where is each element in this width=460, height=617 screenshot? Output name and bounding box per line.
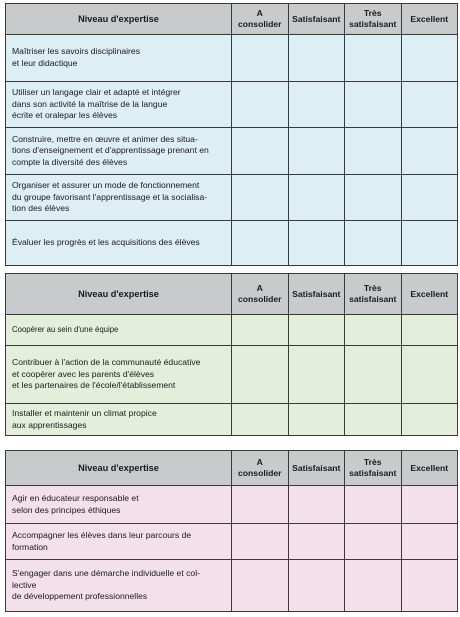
header-satisfaisant: Satisfaisant — [288, 451, 345, 486]
rating-cell[interactable] — [232, 35, 289, 82]
table-row — [6, 560, 458, 612]
table-row — [6, 346, 458, 404]
criterion-label: Évaluer les progrès et les acquisitions des élèves — [6, 221, 232, 266]
rating-cell[interactable] — [232, 175, 289, 221]
rating-cell[interactable] — [401, 486, 458, 524]
header-excellent: Excellent — [401, 451, 458, 486]
rating-cell[interactable] — [288, 128, 345, 175]
criterion-label: Utiliser un langage clair et adapté et intégrer dans son activité la maîtrise de la langue écrite et oralepar les élèves — [6, 82, 232, 128]
competency-table-2 — [5, 273, 458, 436]
header-level: Niveau d'expertise — [6, 274, 232, 315]
rating-cell[interactable] — [401, 128, 458, 175]
rating-cell[interactable] — [345, 221, 402, 266]
table-row — [6, 82, 458, 128]
rating-cell[interactable] — [345, 128, 402, 175]
rating-cell[interactable] — [345, 524, 402, 560]
rating-cell[interactable] — [401, 315, 458, 346]
rating-cell[interactable] — [401, 35, 458, 82]
rating-cell[interactable] — [401, 404, 458, 436]
rating-cell[interactable] — [345, 346, 402, 404]
criterion-label: Organiser et assurer un mode de fonctionnement du groupe favorisant l'apprentissage et la socialisa- tion des élèves — [6, 175, 232, 221]
criterion-label: S'engager dans une démarche individuelle et col- lective de développement professionnelles — [6, 560, 232, 612]
header-tres-satisfaisant: Très satisfaisant — [345, 274, 402, 315]
rating-cell[interactable] — [401, 221, 458, 266]
rating-cell[interactable] — [288, 486, 345, 524]
rating-cell[interactable] — [232, 346, 289, 404]
header-tres-satisfaisant: Très satisfaisant — [345, 4, 402, 35]
rating-cell[interactable] — [401, 560, 458, 612]
rating-cell[interactable] — [345, 315, 402, 346]
rating-cell[interactable] — [288, 315, 345, 346]
rating-cell[interactable] — [288, 35, 345, 82]
rating-cell[interactable] — [232, 524, 289, 560]
header-tres-satisfaisant: Très satisfaisant — [345, 451, 402, 486]
rating-cell[interactable] — [288, 175, 345, 221]
rating-cell[interactable] — [345, 404, 402, 436]
rating-cell[interactable] — [401, 346, 458, 404]
criterion-label: Contribuer à l'action de la communauté éducative et coopérer avec les parents d'élèves et les partenaires de l'école/l'établissement — [6, 346, 232, 404]
header-level: Niveau d'expertise — [6, 451, 232, 486]
header-excellent: Excellent — [401, 274, 458, 315]
rating-cell[interactable] — [288, 346, 345, 404]
header-a-consolider: A consolider — [232, 274, 289, 315]
table-row — [6, 404, 458, 436]
rating-cell[interactable] — [232, 560, 289, 612]
rating-cell[interactable] — [232, 221, 289, 266]
rating-cell[interactable] — [401, 175, 458, 221]
rating-cell[interactable] — [288, 560, 345, 612]
header-satisfaisant: Satisfaisant — [288, 274, 345, 315]
criterion-label: Construire, mettre en œuvre et animer des situa- tions d'enseignement et d'apprentissage prenant en compte la diversité des élèves — [6, 128, 232, 175]
criterion-label: Accompagner les élèves dans leur parcours de formation — [6, 524, 232, 560]
table-row — [6, 486, 458, 524]
rating-cell[interactable] — [345, 82, 402, 128]
table-row — [6, 35, 458, 82]
rating-cell[interactable] — [345, 560, 402, 612]
rating-cell[interactable] — [345, 486, 402, 524]
table-row — [6, 221, 458, 266]
rating-cell[interactable] — [401, 524, 458, 560]
rating-cell[interactable] — [288, 404, 345, 436]
rating-cell[interactable] — [345, 175, 402, 221]
criterion-label: Agir en éducateur responsable et selon des principes éthiques — [6, 486, 232, 524]
rating-cell[interactable] — [232, 486, 289, 524]
table-row — [6, 128, 458, 175]
table-row — [6, 524, 458, 560]
header-a-consolider: A consolider — [232, 451, 289, 486]
rating-cell[interactable] — [288, 82, 345, 128]
criterion-label: Coopérer au sein d'une équipe — [6, 315, 232, 346]
table-row — [6, 315, 458, 346]
rating-cell[interactable] — [232, 82, 289, 128]
rating-cell[interactable] — [288, 221, 345, 266]
table-header-row — [6, 451, 458, 486]
rating-cell[interactable] — [232, 315, 289, 346]
rating-cell[interactable] — [232, 404, 289, 436]
rating-cell[interactable] — [345, 35, 402, 82]
criterion-label: Installer et maintenir un climat propice aux apprentissages — [6, 404, 232, 436]
header-satisfaisant: Satisfaisant — [288, 4, 345, 35]
header-a-consolider: A consolider — [232, 4, 289, 35]
table-header-row — [6, 4, 458, 35]
criterion-label: Maîtriser les savoirs disciplinaires et leur didactique — [6, 35, 232, 82]
rating-cell[interactable] — [232, 128, 289, 175]
table-header-row — [6, 274, 458, 315]
competency-table-1 — [5, 3, 458, 266]
rating-cell[interactable] — [288, 524, 345, 560]
table-row — [6, 175, 458, 221]
rating-cell[interactable] — [401, 82, 458, 128]
header-level: Niveau d'expertise — [6, 4, 232, 35]
competency-table-3 — [5, 450, 458, 612]
header-excellent: Excellent — [401, 4, 458, 35]
